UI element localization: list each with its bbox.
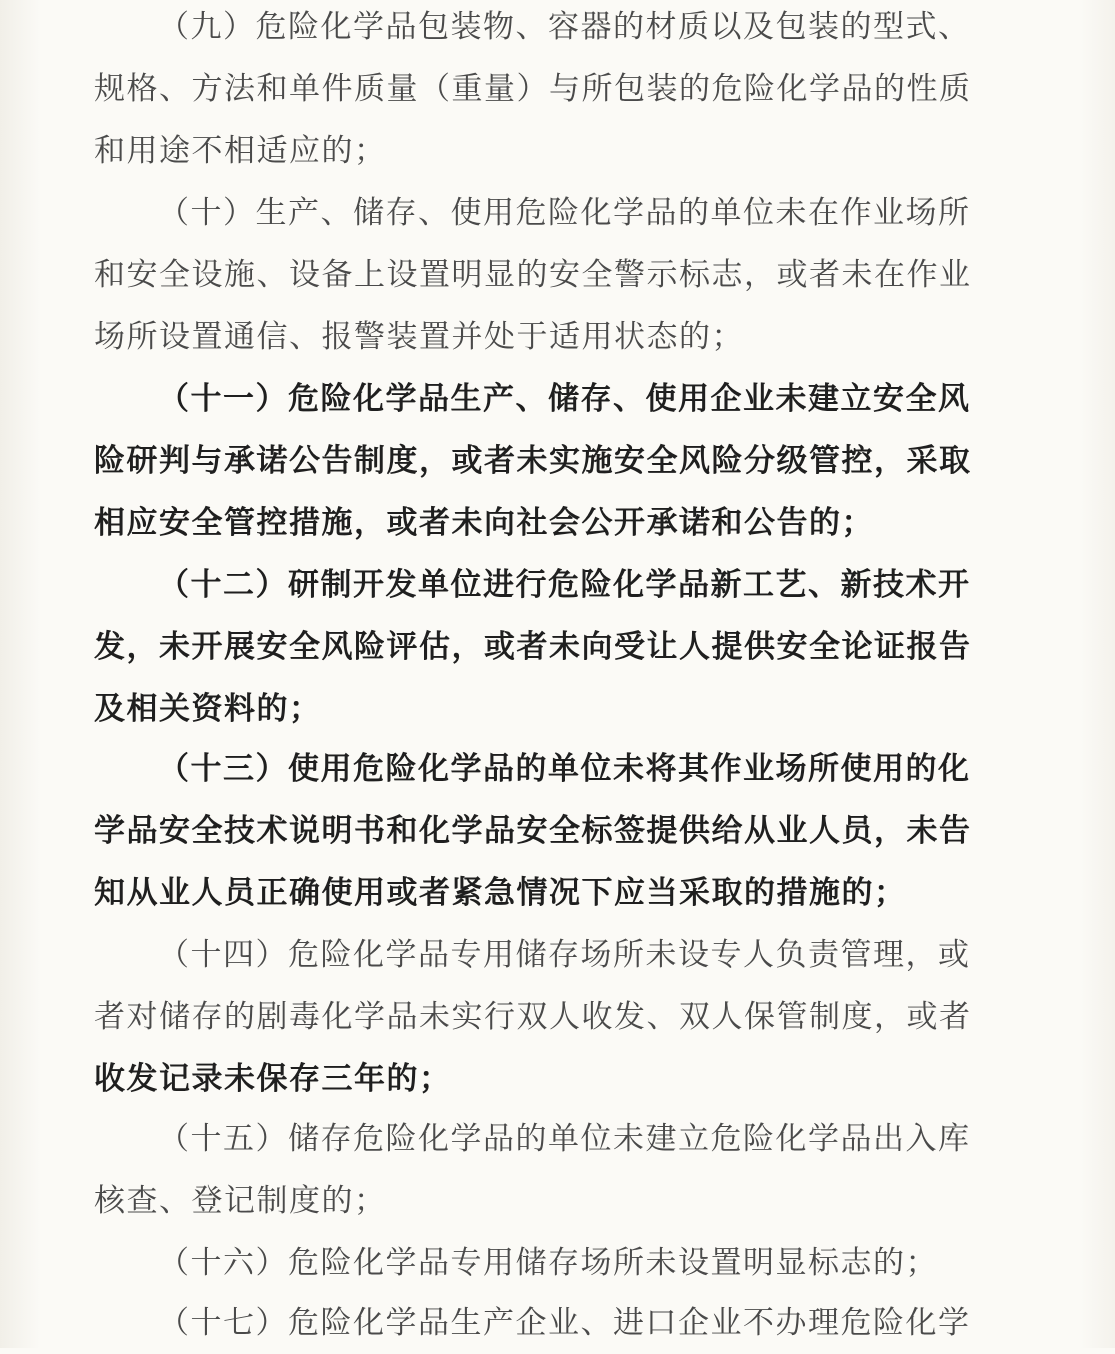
text-line: （十三）使用危险化学品的单位未将其作业场所使用的化 — [158, 751, 971, 787]
text-line: （十七）危险化学品生产企业、进口企业不办理危险化学 — [158, 1305, 971, 1341]
text-line: 和安全设施、设备上设置明显的安全警示标志，或者未在作业 — [94, 257, 972, 293]
text-line: 发，未开展安全风险评估，或者未向受让人提供安全论证报告 — [94, 629, 972, 665]
text-line: 和用途不相适应的； — [94, 133, 387, 169]
text-line: 学品安全技术说明书和化学品安全标签提供给从业人员，未告 — [94, 813, 972, 849]
text-line: 相应安全管控措施，或者未向社会公开承诺和公告的； — [94, 505, 874, 541]
text-line: 知从业人员正确使用或者紧急情况下应当采取的措施的； — [94, 875, 907, 911]
text-line: 规格、方法和单件质量（重量）与所包装的危险化学品的性质 — [94, 71, 972, 107]
text-line: 险研判与承诺公告制度，或者未实施安全风险分级管控，采取 — [94, 443, 972, 479]
text-line: 收发记录未保存三年的； — [94, 1061, 452, 1097]
text-line: （十二）研制开发单位进行危险化学品新工艺、新技术开 — [158, 567, 971, 603]
text-line: 核查、登记制度的； — [94, 1183, 387, 1219]
text-line: （十六）危险化学品专用储存场所未设置明显标志的； — [158, 1245, 938, 1281]
text-line: （十一）危险化学品生产、储存、使用企业未建立安全风 — [158, 381, 971, 417]
text-line: 场所设置通信、报警装置并处于适用状态的； — [94, 319, 744, 355]
text-line: 者对储存的剧毒化学品未实行双人收发、双人保管制度，或者 — [94, 999, 972, 1035]
text-line: （十五）储存危险化学品的单位未建立危险化学品出入库 — [158, 1121, 971, 1157]
text-line: （九）危险化学品包装物、容器的材质以及包装的型式、 — [158, 9, 971, 45]
text-line: （十）生产、储存、使用危险化学品的单位未在作业场所 — [158, 195, 971, 231]
text-line: 及相关资料的； — [94, 691, 322, 727]
text-line: （十四）危险化学品专用储存场所未设专人负责管理，或 — [158, 937, 971, 973]
